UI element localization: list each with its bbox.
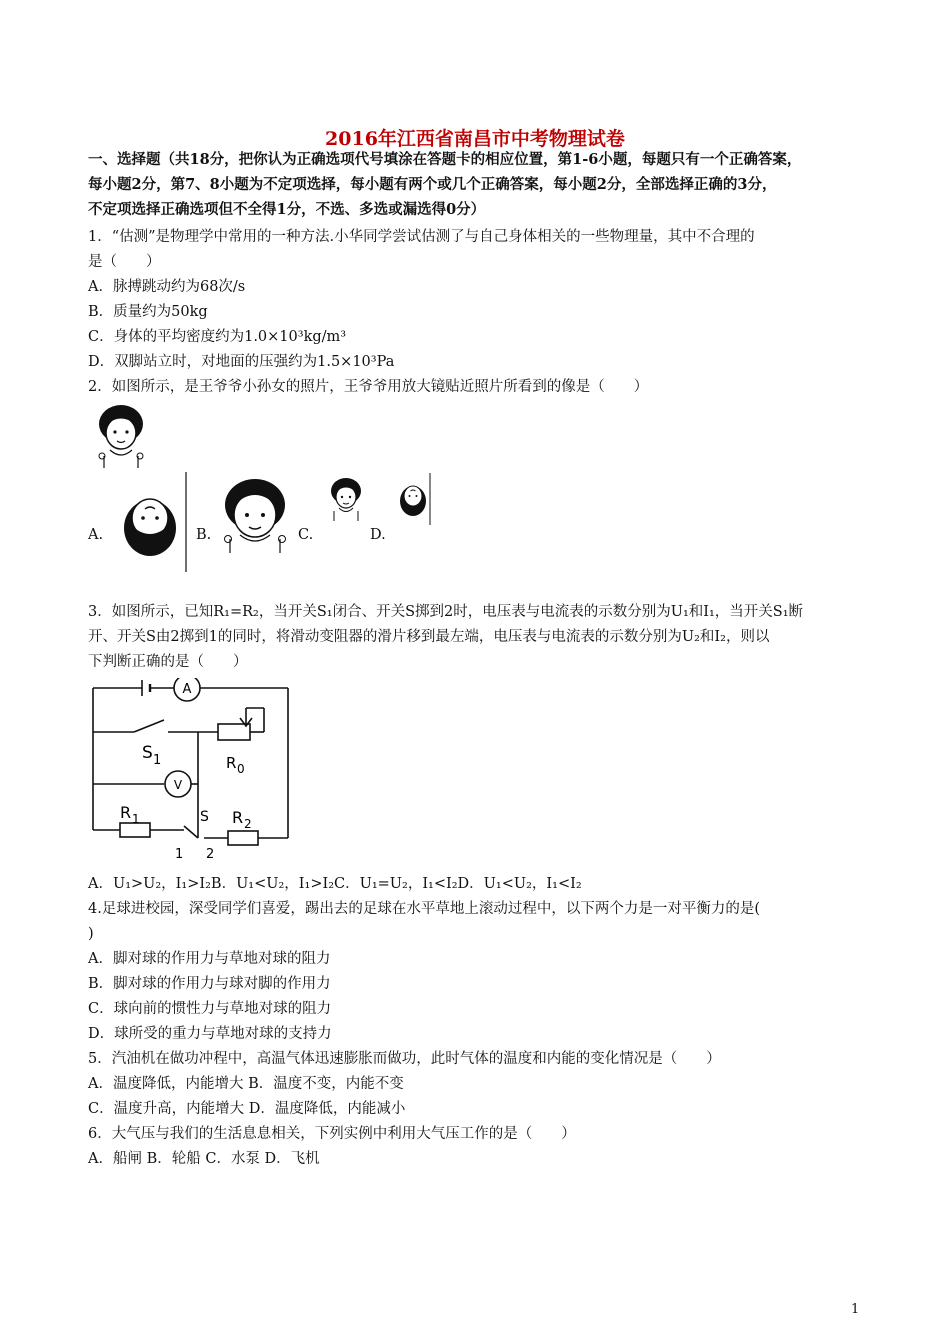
q5-options-cd: C．温度升高，内能增大 D．温度降低，内能减小 xyxy=(88,1101,406,1117)
q4-option-b: B．脚对球的作用力与球对脚的作用力 xyxy=(88,976,331,992)
q1-option-d: D．双脚站立时，对地面的压强约为1.5×10³Pa xyxy=(88,354,395,370)
q3-circuit-diagram xyxy=(86,678,298,864)
switch-s1-label: S xyxy=(142,743,153,763)
q2-label-b: B. xyxy=(196,527,212,543)
q6-options: A．船闸 B．轮船 C．水泵 D．飞机 xyxy=(88,1151,320,1167)
q4-stem-line1: 4.足球进校园，深受同学们喜爱，踢出去的足球在水平草地上滚动过程中，以下两个力是一对平衡力的是( xyxy=(88,901,760,917)
section-instructions-line2: 每小题2分，第7、8小题为不定项选择，每小题有两个或几个正确答案，每小题2分，全部选择正确的3分， xyxy=(88,176,777,193)
q3-stem-line1: 3．如图所示，已知R₁=R₂，当开关S₁闭合、开关S掷到2时，电压表与电流表的示数分别为U₁和I₁，当开关S₁断 xyxy=(88,604,804,620)
q3-stem-line3: 下判断正确的是（ ） xyxy=(88,654,248,670)
resistor-r2-label: R xyxy=(232,808,244,827)
resistor-r1-subscript: 1 xyxy=(132,812,140,826)
q1-option-a: A．脉搏跳动约为68次/s xyxy=(88,279,246,295)
q1-option-b: B．质量约为50kg xyxy=(88,304,208,320)
resistor-r2-subscript: 2 xyxy=(244,817,252,831)
q2-option-a-image xyxy=(110,472,188,572)
q5-options-ab: A．温度降低，内能增大 B．温度不变，内能不变 xyxy=(88,1076,404,1092)
ammeter-label: A xyxy=(182,682,192,697)
q2-label-d: D. xyxy=(370,527,386,543)
q5-stem: 5．汽油机在做功冲程中，高温气体迅速膨胀而做功，此时气体的温度和内能的变化情况是（ ） xyxy=(88,1051,721,1067)
resistor-r1-label: R xyxy=(120,803,132,822)
section-instructions-line1: 一、选择题（共18分，把你认为正确选项代号填涂在答题卡的相应位置，第1-6小题，每题只有一个正确答案， xyxy=(88,151,802,168)
q4-option-c: C．球向前的惯性力与草地对球的阻力 xyxy=(88,1001,332,1017)
voltmeter-label: V xyxy=(173,778,183,792)
switch-position-1: 1 xyxy=(175,847,184,862)
q2-option-d-image xyxy=(396,473,432,525)
q6-stem: 6．大气压与我们的生活息息相关，下列实例中利用大气压工作的是（ ） xyxy=(88,1126,576,1142)
q2-option-c-image xyxy=(326,475,366,523)
q2-label-c: C. xyxy=(298,527,314,543)
switch-s1-subscript: 1 xyxy=(153,753,162,768)
q3-stem-line2: 开、开关S由2掷到1的同时，将滑动变阻器的滑片移到最左端，电压表与电流表的示数分别为U₂和I₂，则以 xyxy=(88,629,770,645)
section-instructions-line3: 不定项选择正确选项但不全得1分，不选、多选或漏选得0分） xyxy=(88,201,486,218)
switch-position-2: 2 xyxy=(206,847,215,862)
q2-label-a: A. xyxy=(88,527,104,543)
q1-option-c: C．身体的平均密度约为1.0×10³kg/m³ xyxy=(88,329,347,345)
q1-stem-line2: 是（ ） xyxy=(88,254,161,270)
q3-options: A．U₁>U₂，I₁>I₂B．U₁<U₂，I₁>I₂C．U₁=U₂，I₁<I₂D．U₁<U₂，I₁<I₂ xyxy=(88,876,582,892)
q1-stem-line1: 1．“估测”是物理学中常用的一种方法.小华同学尝试估测了与自己身体相关的一些物理量，其中不合理的 xyxy=(88,229,755,245)
girl-photo-figure xyxy=(90,400,152,470)
page-title: 2016年江西省南昌市中考物理试卷 xyxy=(325,128,625,150)
switch-s-label: S xyxy=(200,809,209,825)
q2-stem: 2．如图所示，是王爷爷小孙女的照片，王爷爷用放大镜贴近照片所看到的像是（ ） xyxy=(88,379,649,395)
q4-stem-line2: ) xyxy=(88,926,94,942)
page-number: 1 xyxy=(851,1302,860,1317)
rheostat-r0-subscript: 0 xyxy=(237,762,245,776)
rheostat-r0-label: R xyxy=(226,754,237,772)
q4-option-a: A．脚对球的作用力与草地对球的阻力 xyxy=(88,951,331,967)
q4-option-d: D．球所受的重力与草地对球的支持力 xyxy=(88,1026,332,1042)
q2-option-b-image xyxy=(218,475,293,555)
